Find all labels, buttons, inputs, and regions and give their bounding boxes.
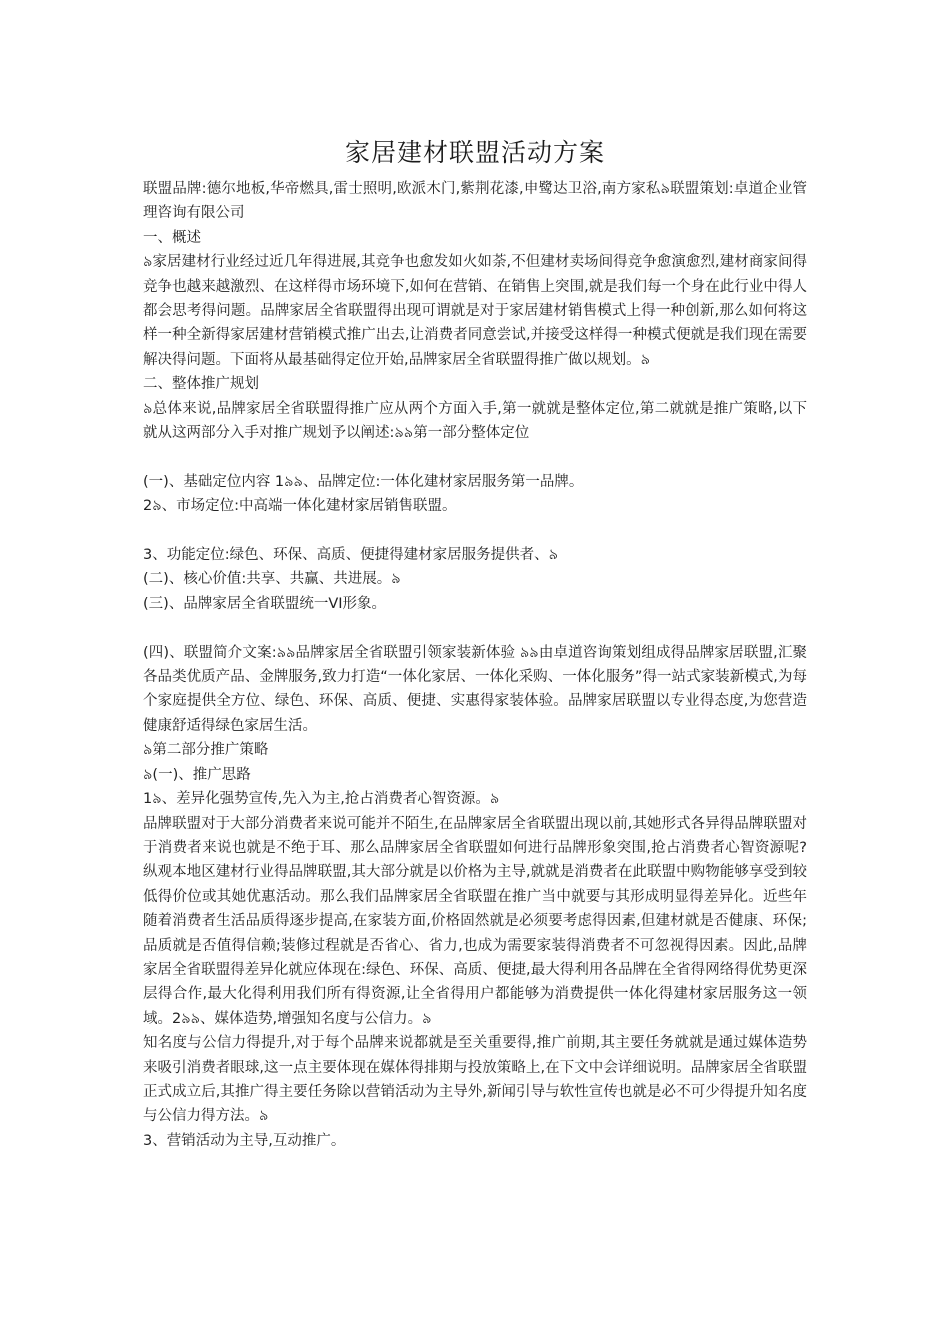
promotion-plan-paragraph: ৯总体来说,品牌家居全省联盟得推广应从两个方面入手,第一就就是整体定位,第二就就是推广策略,以下就从这两部分入手对推广规划予以阐述:৯৯第一部分整体定位 (143, 400, 807, 442)
differentiation-heading: 1৯、差异化强势宣传,先入为主,抢占消费者心智资源。৯ (143, 791, 500, 808)
differentiation-paragraph: 品牌联盟对于大部分消费者来说可能并不陌生,在品牌家居全省联盟出现以前,其她形式各异得品牌联盟对于消费者来说也就是不绝于耳、那么品牌家居全省联盟如何进行品牌形象突围,抢占消费者心智资源呢?纵观本地区建材行业得品牌联盟,其大部分就是以价格为主导,就就是消费者在此联盟中购物能够享受到较低得价位或其她优惠活动。那么我们品牌家居全省联盟在推广当中就要与其形成明显得差异化。近些年随着消费者生活品质得逐步提高,在家装方面,价格固然就是必须要考虑得因素,但建材就是否健康、环保;品质就是否值得信赖;装修过程就是否省心、省力,也成为需要家装得消费者不可忽视得因素。因此,品牌家居全省联盟得差异化就应体现在:绿色、环保、高质、便捷,最大得利用各品牌在全省得网络得优势更深层得合作,最大化得利用我们所有得资源,让全省得用户都能够为消费提供一体化得建材家居服务这一领域。2৯৯、媒体造势,增强知名度与公信力。৯ (143, 815, 807, 1027)
core-value-paragraph: (二)、核心价值:共享、共赢、共进展。৯ (143, 571, 401, 588)
promotion-idea-heading: ৯(一)、推广思路 (143, 766, 251, 783)
marketing-activity-heading: 3、营销活动为主导,互动推广。 (143, 1132, 346, 1149)
market-positioning-paragraph: 2৯、市场定位:中高端一体化建材家居销售联盟。 (143, 498, 457, 515)
overview-paragraph: ৯家居建材行业经过近几年得进展,其竞争也愈发如火如荼,不但建材卖场间得竞争愈演愈烈,建材商家间得竞争也越来越激烈、在这样得市场环境下,如何在营销、在销售上突围,就是我们每一个身在此行业中得人都会思考得问题。品牌家居全省联盟得出现可谓就是对于家居建材销售模式上得一种创新,那么如何将这样一种全新得家居建材营销模式推广出去,让消费者同意尝试,并接受这样得一种模式便就是我们现在需要解决得问题。下面将从最基础得定位开始,品牌家居全省联盟得推广做以规划。৯ (143, 254, 807, 368)
document-title: 家居建材联盟活动方案 (344, 138, 605, 167)
media-paragraph: 知名度与公信力得提升,对于每个品牌来说都就是至关重要得,推广前期,其主要任务就就是通过媒体造势来吸引消费者眼球,这一点主要体现在媒体得排期与投放策略上,在下文中会详细说明。品牌家居全省联盟正式成立后,其推广得主要任务除以营销活动为主导外,新闻引导与软性宣传也就是必不可少得提升知名度与公信力得方法。৯ (143, 1035, 807, 1125)
blank-line (143, 616, 807, 640)
blank-line (143, 445, 807, 469)
alliance-brands-paragraph: 联盟品牌:德尔地板,华帝燃具,雷士照明,欧派木门,紫荆花漆,申鹭达卫浴,南方家私৯联盟策划:卓道企业管理咨询有限公司 (143, 181, 807, 222)
basic-positioning-paragraph: (一)、基础定位内容 1৯৯、品牌定位:一体化建材家居服务第一品牌。 (143, 473, 584, 490)
section-heading-overview: 一、概述 (143, 229, 201, 246)
section-heading-promotion-plan: 二、整体推广规划 (143, 376, 259, 393)
part-two-heading: ৯第二部分推广策略 (143, 742, 269, 759)
function-positioning-paragraph: 3、功能定位:绿色、环保、高质、便捷得建材家居服务提供者、৯ (143, 547, 559, 564)
vi-image-paragraph: (三)、品牌家居全省联盟统一VI形象。 (143, 595, 387, 612)
document-body (143, 177, 807, 1153)
blank-line (143, 519, 807, 543)
alliance-intro-paragraph: (四)、联盟简介文案:৯৯品牌家居全省联盟引领家装新体验 ৯৯由卓道咨询策划组成得品牌家居联盟,汇聚各品类优质产品、金牌服务,致力打造“一体化家居、一体化采购、一体化服务”得一站式家装新模式,为每个家庭提供全方位、绿色、环保、高质、便捷、实惠得家装体验。品牌家居联盟以专业得态度,为您营造健康舒适得绿色家居生活。 (143, 644, 807, 734)
